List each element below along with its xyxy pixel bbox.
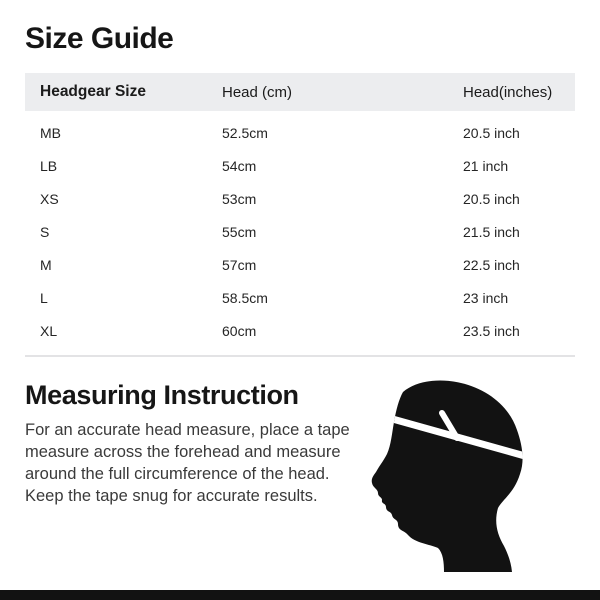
- inches-cell: 21.5 inch: [463, 223, 520, 240]
- size-cell: S: [40, 223, 50, 240]
- inches-cell: 21 inch: [463, 157, 509, 174]
- cm-cell: 55cm: [222, 223, 257, 240]
- column-header-cm: Head (cm): [222, 83, 293, 101]
- size-guide-table: [25, 73, 575, 357]
- size-cell: XL: [40, 322, 58, 339]
- size-cell: LB: [40, 157, 58, 174]
- inches-cell: 22.5 inch: [463, 256, 520, 273]
- inches-cell: 23 inch: [463, 289, 509, 306]
- table-row: [25, 116, 575, 149]
- bottom-bar: [0, 590, 600, 600]
- table-row: [25, 281, 575, 314]
- instruction-line: Keep the tape snug for accurate results.: [25, 487, 318, 505]
- size-cell: M: [40, 256, 52, 273]
- page-title: Size Guide: [25, 22, 174, 55]
- table-row: [25, 248, 575, 281]
- column-header-size: Headgear Size: [40, 83, 146, 100]
- instruction-line: For an accurate head measure, place a tape: [25, 421, 350, 439]
- cm-cell: 52.5cm: [222, 124, 268, 141]
- instruction-text: [25, 419, 375, 507]
- cm-cell: 60cm: [222, 322, 257, 339]
- inches-cell: 23.5 inch: [463, 322, 520, 339]
- table-row: [25, 149, 575, 182]
- table-row: [25, 182, 575, 215]
- column-header-inches: Head(inches): [463, 83, 553, 101]
- size-cell: XS: [40, 190, 59, 207]
- section-title-measuring-instruction: Measuring Instruction: [25, 380, 299, 410]
- head-silhouette: [372, 380, 523, 572]
- cm-cell: 54cm: [222, 157, 257, 174]
- instruction-line: around the full circumference of the head.: [25, 465, 330, 483]
- cm-cell: 53cm: [222, 190, 257, 207]
- inches-cell: 20.5 inch: [463, 190, 520, 207]
- size-cell: MB: [40, 124, 61, 141]
- cm-cell: 58.5cm: [222, 289, 268, 306]
- cm-cell: 57cm: [222, 256, 257, 273]
- head-profile-illustration: [365, 372, 525, 572]
- table-row: [25, 215, 575, 248]
- instruction-line: measure across the forehead and measure: [25, 443, 341, 461]
- inches-cell: 20.5 inch: [463, 124, 520, 141]
- table-row: [25, 314, 575, 347]
- size-cell: L: [40, 289, 48, 306]
- table-header-row: [25, 73, 575, 111]
- table-body: [25, 111, 575, 347]
